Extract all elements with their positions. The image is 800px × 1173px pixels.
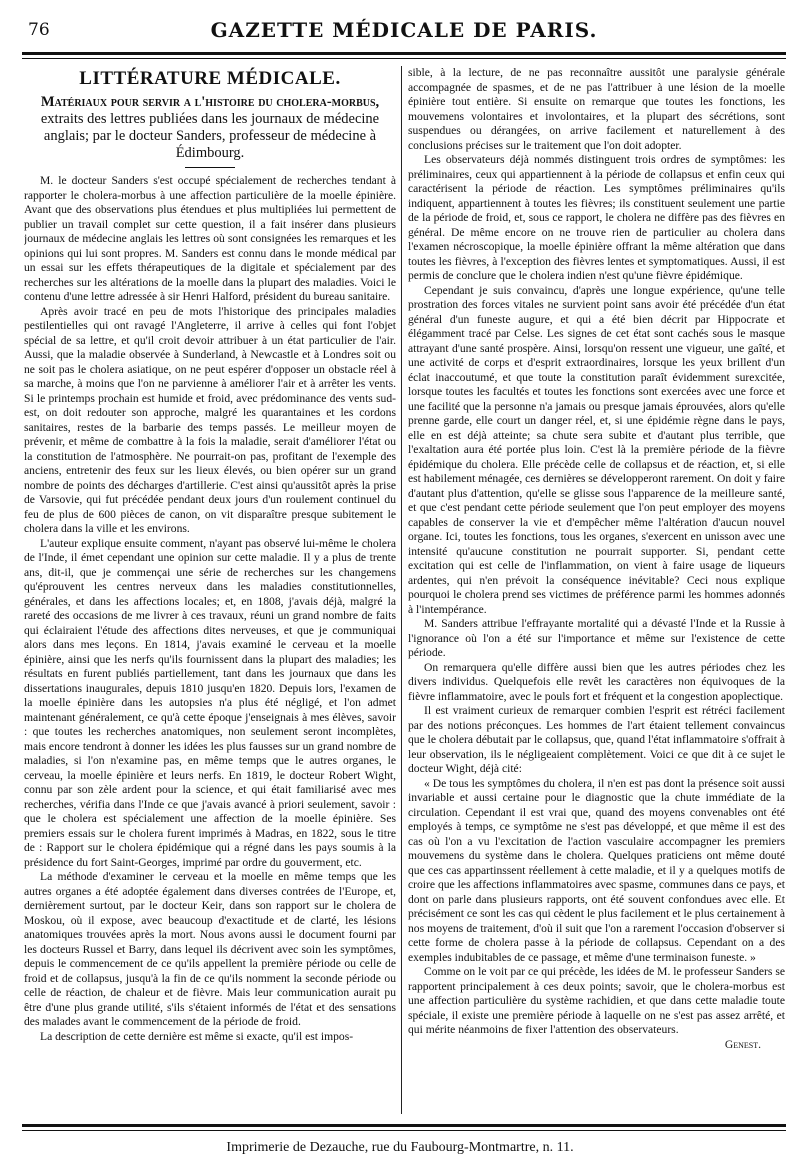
section-title: LITTÉRATURE MÉDICALE. (79, 68, 341, 89)
paragraph: sible, à la lecture, de ne pas reconnaître aussitôt une paralysie générale accompagnée de spasmes, et de ne pas l'attribuer à une lésion de la moelle épinière tout entière. Si ensuite on remarque que toutes les fonctions, les mouvemens volontaires et involontaires, et la plupart des sécrétions, sont suspendues ou dérangées, on arrive facilement et naturellement à des conclusions précises sur le traitement que l'on doit adopter. (408, 66, 785, 152)
paragraph: On remarquera qu'elle diffère aussi bien que les autres périodes chez les divers individus. Quelquefois elle revêt les caractères non équivoques de la fièvre inflammatoire, avec le pouls fort et fréquent et la congestion apoplectique. (408, 660, 785, 703)
signature: Genest. (724, 1037, 761, 1051)
imprint-line: Imprimerie de Dezauche, rue du Faubourg-Montmartre, n. 11. (226, 1140, 574, 1155)
header-rule-thick (22, 52, 786, 55)
paragraph: L'auteur explique ensuite comment, n'ayant pas observé lui-même le cholera de l'Inde, il émet cependant une opinion sur cette maladie. Il y a plus de trente ans, dit-il, que je commençai une série de recherches sur les changemens qu'éprouvent les centres nerveux dans les maladies constitutionnelles, générales, et dans les affections locales; et, en 1808, j'avais déjà, malgré la rareté des occasions de me livrer à ces travaux, réuni un grand nombre de faits qui éclairaient l'étude des affections dites nerveuses, et que je communiquai alors dans mes leçons. En 1814, j'avais examiné le cerveau et la moelle épinière, ainsi que les nerfs qu'ils fournissent dans la plupart des maladies; les résultats en furent publiés partiellement, tant dans les journaux que dans les dissertations inaugurales, depuis 1810 jusqu'en 1820. Depuis lors, l'examen de la moelle épinière dans les autopsies n'a plus été négligé, et l'on admet maintenant généralement, ce qu'à cette époque j'enseignais à mes élèves, savoir : que toutes les recherches anatomiques, non seulement seront incomplètes, mais encore tendront à donner les idées les plus fausses sur un grand nombre de maladies, si l'on n'examine pas, en même temps que le autres organes, le cerveau, la moelle épinière et leurs nerfs. En 1819, le docteur Robert Wight, connu par son zèle ardent pour la science, et qui était familiarisé avec mes recherches, vérifia dans l'Inde ce que j'avais avancé à priori seulement, savoir : que le cholera est spécialement une affection de la moelle épinière. Ses premiers essais sur le cholera furent imprimés à Madras, en 1822, sous le titre de : Rapport sur le cholera épidémique qui a régné dans les pays soumis à la présidence du fort Saint-Georges, imprimé par ordre du gouverment, etc. (24, 536, 396, 869)
paragraph: Après avoir tracé en peu de mots l'historique des principales maladies pestilentielles qui ont ravagé l'Angleterre, il arrive à celles qui font l'objet spécial de sa lettre, et qu'il croit devoir attribuer à un état particulier de l'air. Aussi, que la maladie observée à Sunderland, à Newcastle et à Londres soit ou ne soit pas le cholera asiatique, on ne peut espérer d'opposer un obstacle réel à sa marche, à moins que l'on ne parvienne à améliorer l'air et à arrêter les vents. Si le printemps prochain est humide et froid, avec prédominance des vents sud-est, on doit redouter son approche, malgré les quarantaines et les cordons sanitaires, restes de la barbarie des temps passés. Le meilleur moyen de prévenir, et même de combattre à la fois la maladie, serait d'améliorer l'état ou la constitution de l'atmosphère. Ne pourrait-on pas, profitant de l'exemple des anciens, entretenir des feux sur les lieux élevés, ou bien opérer sur un grand nombre de points des décharges d'artillerie. C'est ainsi qu'aussitôt après la prise de Varsovie, qui fut précédée pendant deux jours d'un roulement continuel du feu de plus de 600 pièces de canon, on vit disparaître presque subitement le cholera dans la ville et les environs. (24, 304, 396, 535)
paragraph: Cependant je suis convaincu, d'après une longue expérience, qu'une telle prostration des forces vitales ne survient point sans avoir été précédée d'un état général d'un funeste augure, et qui a été bien décrit par Hippocrate et élégamment tracé par Celse. Les signes de cet état sont cachés sous le masque attrayant d'une santé prospère. Ainsi, lorsqu'on ressent une vigueur, une gaîté, et une activité de corps et d'esprit extraordinaires, lorsque les yeux brillent d'un éclat inaccoutumé, et que toute la constitution paraît évidemment surexcitée, lorsque toutes les facultés et toutes les fonctions sont exercées avec une force et une facilité que la personne n'a jamais ou presque jamais éprouvées, alors qu'elle prenne garde, elle court un danger réel, et, si une épidémie règne dans le pays, elle en est déjà atteinte; sa chute sera subite et d'autant plus terrible, que l'exaltation aura été portée plus loin. C'est là la première période de la fièvre épidémique du cholera. Elle précède celle de collapsus et de réaction, et, si elle est habilement ménagée, ces dernières se développeront rarement. On doit y faire d'autant plus d'attention, qu'elle se glisse sous l'apparence de la meilleure santé, et que c'est pendant cette période seulement que l'on peut employer des moyens capables de conserver la vie et d'empêcher même l'altération d'aucun nouvel organe. Ici, toutes les fonctions, tous les organes, s'exercent en unisson avec une intensité qu'aucune constitution ne pourrait supporter. Si, pendant cette excitation qui est celle de l'inflammation, on vient à faire usage de liqueurs ardentes, qui n'en prévoit la conséquence inévitable? Ceci nous explique pourquoi le cholera prend ses victimes de préférence parmi les hommes adonnés à l'intempérance. (408, 283, 785, 616)
paragraph: M. le docteur Sanders s'est occupé spécialement de recherches tendant à rapporter le cholera-morbus à une affection particulière de la moelle épinière. Avant que des observations plus étendues et plus multipliées lui permettent de publier un travail complet sur cette question, il a fait insérer dans plusieurs journaux de médecine anglais les lettres où sont consignées les remarques et les opinions qui lui sont propres. M. Sanders est connu dans le monde médical par un essai sur les effets thérapeutiques de la digitale et spécialement par des recherches sur les altérations de la moelle dans la plupart des maladies. Voici le contenu d'une lettre adressée à sir Henri Halford, président du bureau sanitaire. (24, 174, 396, 303)
title-divider (185, 167, 235, 168)
footer-rule-thin (22, 1130, 786, 1131)
paragraph: Il est vraiment curieux de remarquer combien l'esprit est rétréci facilement par des notions préconçues. Les hommes de l'art étaient tellement convaincus que le cholera débutait par le collapsus, que, quand l'état inflammatoire s'offrait à leur observation, ils le négligeaient complètement. Voici ce que dit à ce sujet le docteur Wight, déjà cité: (408, 704, 785, 775)
journal-title: GAZETTE MÉDICALE DE PARIS. (210, 18, 598, 42)
paragraph: La méthode d'examiner le cerveau et la moelle en même temps que les autres organes a été adoptée également dans diverses contrées de l'Europe, et, dernièrement surtout, par le docteur Keir, dans son rapport sur le cholera de Moskou, où il expose, avec beaucoup d'exactitude et de clarté, les lésions anatomiques trouvées après la mort. Nous avons aussi le document fourni par les docteurs Russel et Barry, dans lequel ils décrivent avec soin les symptômes, depuis le commencement de ce qu'ils appellent la première période ou celle de froid et de collapsus, jusqu'à la fin de ce qu'ils nomment la seconde période ou celle de réaction, de chaleur et de fièvre. Mais leur communication aurait pu être d'une plus grande utilité, s'ils s'étaient informés de l'état et des sensations des malades avant le commencement de la période de froid. (24, 870, 396, 1028)
paragraph: Les observateurs déjà nommés distinguent trois ordres de symptômes: les préliminaires, ceux qui appartiennent à la période de collapsus et enfin ceux qui caractérisent la période de réaction. Les symptômes préliminaires qu'ils indiquent, appartiennent à toutes les fièvres; ils constituent seulement une partie de la période de froid, et, sous ce rapport, le cholera ne diffère pas des fièvres en général. De même encore on ne trouve rien de particulier au cholera dans l'examen nécroscopique, la moelle épinière offrant la même altération que dans toutes les fièvres, à l'exception des fièvres lentes et symptomatiques. Aussi, il est permis de conclure que le cholera indien n'est qu'une fièvre épidémique. (408, 153, 785, 282)
right-column (408, 66, 785, 1116)
page-number: 76 (28, 20, 50, 40)
quotation: « De tous les symptômes du cholera, il n'en est pas dont la présence soit aussi invariable et aussi certaine pour le diagnostic que la chute immédiate de la circulation. Cependant il est vrai que, quand des moyens convenables ont été employés à temps, ce symptôme ne s'est pas développé, et que même il est des cas où l'on a vu l'excitation de l'action vasculaire accompagner les premiers mouvemens du système dans le cholera. Quelques praticiens ont même douté que ces cas appartinssent réellement à cette maladie, et il y a quelques motifs de croire que les affections inflammatoires avec spasme, communes dans ce pays, et dont on parle dans plusieurs rapports, ont été souvent confondues avec elle. Et précisément ce sont les cas qui cèdent le plus facilement et le plus certainement à nos moyens de traitement, d'où il suit que l'on a rarement l'occasion d'observer si cette forme de cholera passe à la période de collapsus. Cependant on a des exemples indubitables de ce passage, et même d'une terminaison funeste. » (408, 776, 785, 964)
column-divider (401, 66, 402, 1114)
footer-rule-thick (22, 1124, 786, 1127)
paragraph: Comme on le voit par ce qui précède, les idées de M. le professeur Sanders se rapportent principalement à ces deux points; savoir, que le cholera-morbus est une affection particulière du système rachidien, et que dans cette maladie toute spéciale, il existe une première période à laquelle on ne s'est pas assez arrêté, et qui mérite néanmoins de fixer l'attention des observateurs. (408, 965, 785, 1036)
left-column (24, 66, 396, 1116)
paragraph: M. Sanders attribue l'effrayante mortalité qui a dévasté l'Inde et la Russie à l'ignorance où l'on a été sur l'importance et même sur l'existence de cette période. (408, 617, 785, 659)
header-rule-thin (22, 58, 786, 59)
article-title-smallcaps: Matériaux pour servir a l'histoire du cholera-morbus, (40, 94, 380, 110)
article-title (24, 94, 396, 168)
paragraph: La description de cette dernière est même si exacte, qu'il est impos- (40, 1029, 354, 1043)
article-title-rest: extraits des lettres publiées dans les journaux de médecine anglais; par le docteur Sanders, professeur de médecine à Édimbourg. (40, 111, 380, 161)
page-header (22, 14, 786, 54)
